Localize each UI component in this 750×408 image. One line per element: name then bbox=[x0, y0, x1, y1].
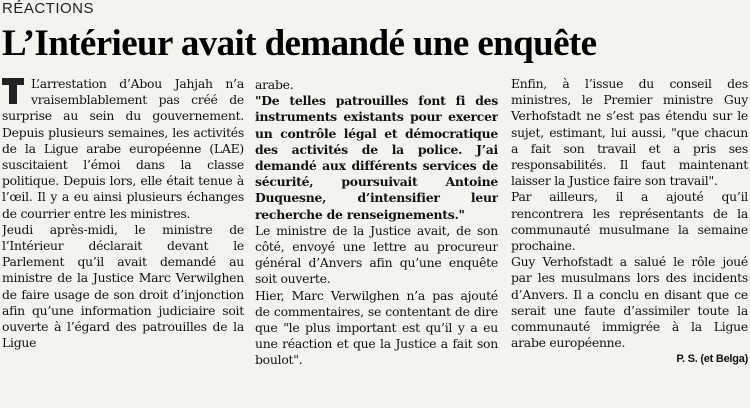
column-2 bbox=[255, 77, 498, 408]
column-1 bbox=[2, 76, 244, 407]
col1-paragraph-2: Jeudi après-midi, le ministre de l’Intérieur déclarait devant le Parlement qu’il avait demandé au ministre de la Justice Marc Verwilghen de faire usage de son droit d’injonction afin qu’une information judiciaire soit ouverte à l’égard des patrouilles de la Ligue bbox=[2, 221, 244, 351]
col1-paragraph-1: L’arrestation d’Abou Jahjah n’a vraisemblablement pas créé de surprise au sein du gouvernement. Depuis plusieurs semaines, les activités de la Ligue arabe européenne (LAE) suscitaient l’émoi dans la classe politique. Depuis lors, elle était tenue à l’œil. Il y a eu ainsi plusieurs échanges de courrier entre les ministres. bbox=[2, 76, 244, 221]
column-3 bbox=[511, 76, 748, 407]
col3-paragraph-1: Enfin, à l’issue du conseil des ministres, le Premier ministre Guy Verhofstadt ne s’est pas étendu sur le sujet, estimant, lui aussi, "que chacun a fait son travail et a pris ses responsabilités. Il faut maintenant laisser la Justice faire son travail". bbox=[511, 76, 748, 189]
col3-paragraph-3: Guy Verhofstadt a salué le rôle joué par les musulmans lors des incidents d’Anvers. Il a conclu en disant que ce serait une faute d’assimiler toute la communauté immigrée à la Ligue arabe européenne. bbox=[511, 254, 748, 351]
headline: L’Intérieur avait demandé une enquête bbox=[2, 23, 597, 64]
col2-paragraph-3: Hier, Marc Verwilghen n’a pas ajouté de commentaires, se contentant de dire que "le plus important est qu’il y a eu une réaction et que la Justice a fait son boulot". bbox=[255, 287, 498, 368]
col2-paragraph-2: Le ministre de la Justice avait, de son côté, envoyé une lettre au procureur général d’Anvers afin qu’une enquête soit ouverte. bbox=[255, 222, 498, 287]
col2-quote-paragraph: "De telles patrouilles font fi des instruments existants pour exercer un contrôle légal et démocratique des activités de la police. J’ai demandé aux différents services de sécurité, poursuivait Antoine Duquesne, d’intensifier leur recherche de renseignements." bbox=[255, 93, 498, 222]
col2-paragraph-0: arabe. bbox=[255, 77, 294, 92]
col3-paragraph-2: Par ailleurs, il a ajouté qu’il rencontrera les représentants de la communauté musulmane la semaine prochaine. bbox=[511, 189, 748, 254]
drop-cap-ornament bbox=[2, 78, 28, 106]
section-label: RÉACTIONS bbox=[2, 0, 95, 17]
byline-credit: P. S. (et Belga) bbox=[676, 353, 748, 366]
